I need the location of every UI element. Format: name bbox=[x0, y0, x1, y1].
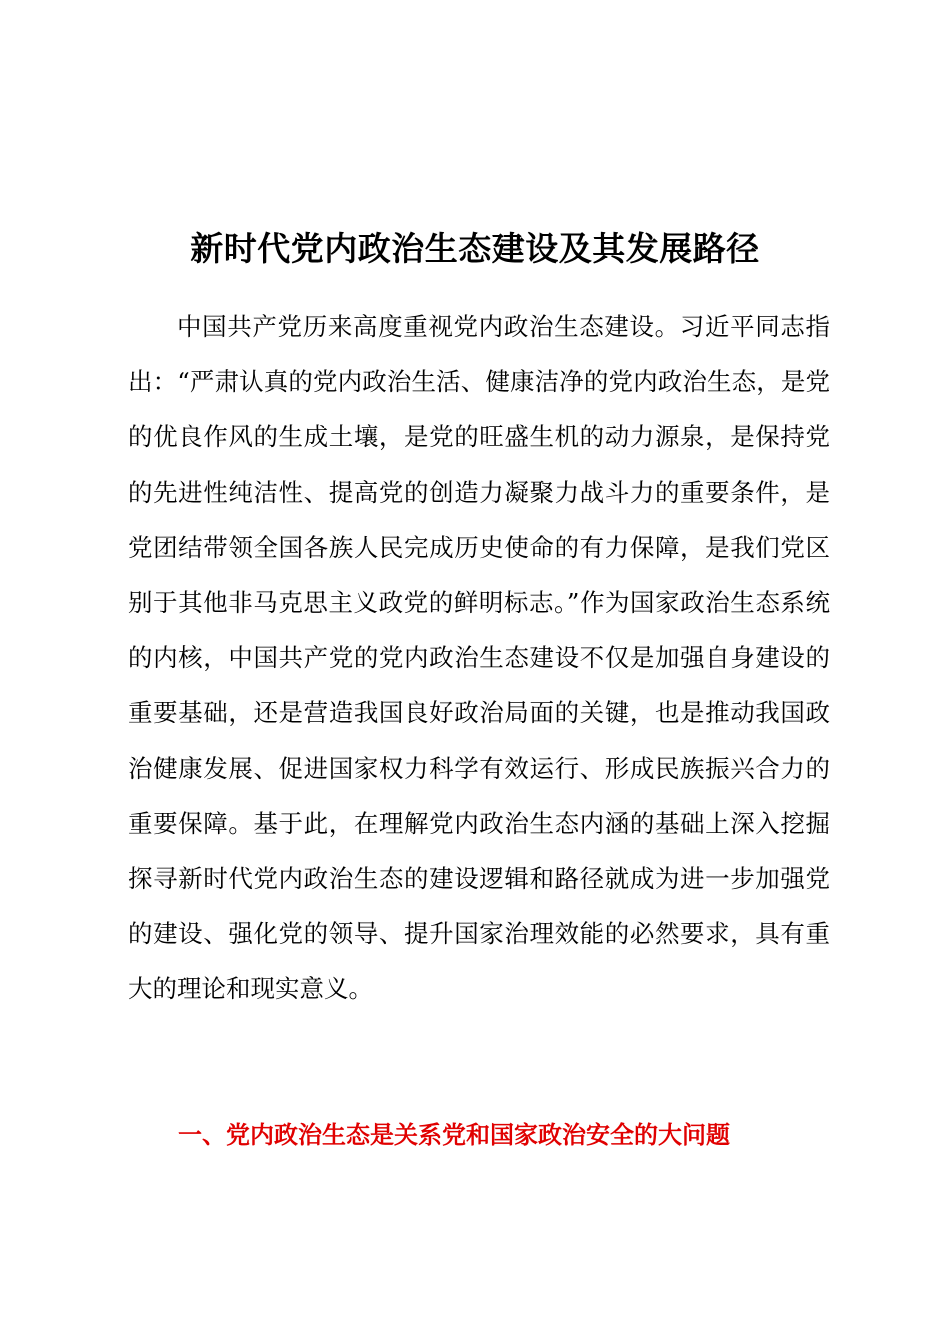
page-title: 新时代党内政治生态建设及其发展路径 bbox=[190, 229, 760, 269]
section-heading: 一、党内政治生态是关系党和国家政治安全的大问题 bbox=[178, 1121, 730, 1149]
body-paragraph: 中国共产党历来高度重视党内政治生态建设。习近平同志指出：“严肃认真的党内政治生活、健康洁净的党内政治生态，是党的优良作风的生成土壤，是党的旺盛生机的动力源泉，是保持党的先进性纯洁性、提高党的创造力凝聚力战斗力的重要条件，是党团结带领全国各族人民完成历史使命的有力保障，是我们党区别于其他非马克思主义政党的鲜明标志。”作为国家政治生态系统的内核，中国共产党的党内政治生态建设不仅是加强自身建设的重要基础，还是营造我国良好政治局面的关键，也是推动我国政治健康发展、促进国家权力科学有效运行、形成民族振兴合力的重要保障。基于此，在理解党内政治生态内涵的基础上深入挖掘探寻新时代党内政治生态的建设逻辑和路径就成为进一步加强党的建设、强化党的领导、提升国家治理效能的必然要求，具有重大的理论和现实意义。 bbox=[128, 312, 830, 1004]
